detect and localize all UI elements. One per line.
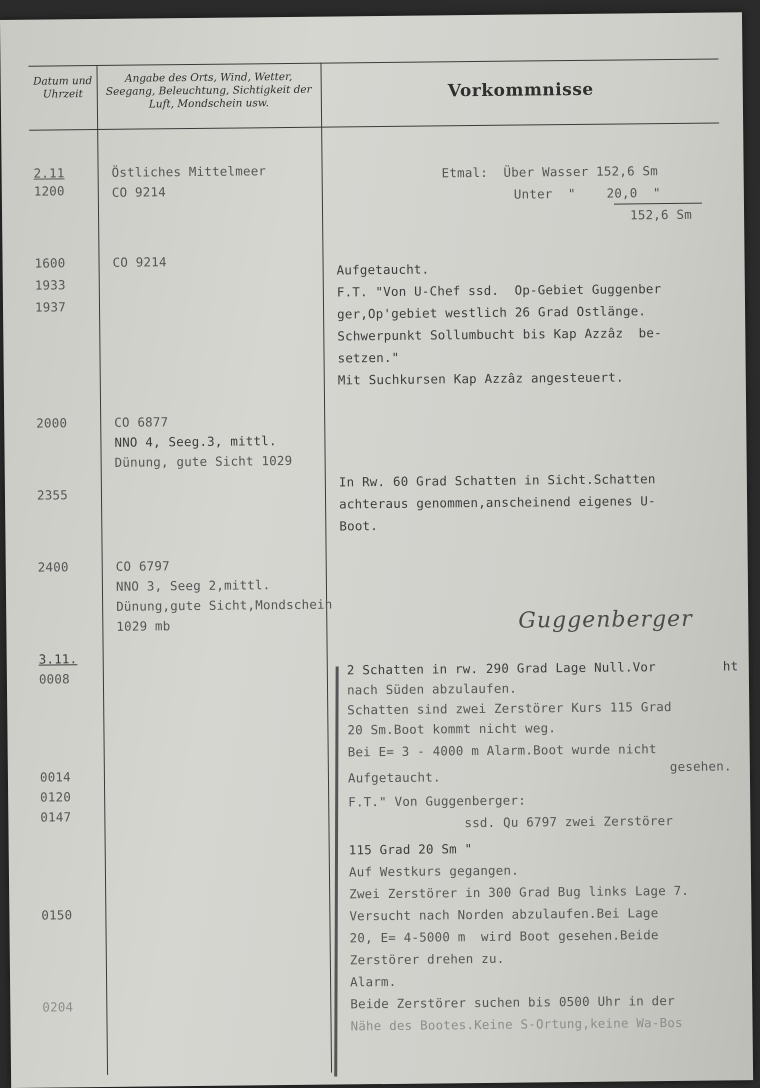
time-0150: 0150	[41, 907, 73, 923]
header-events-column: Vorkommnisse	[447, 79, 594, 102]
header-place-column: Angabe des Orts, Wind, Wetter, Seegang, Beleuchtung, Sichtigkeit der Luft, Mondschein usw.	[105, 70, 312, 111]
event-line-1: Aufgetaucht.	[336, 261, 430, 278]
event-line-14: Bei E= 3 - 4000 m Alarm.Boot wurde nicht	[347, 741, 657, 760]
date-2-11: 2.11	[33, 165, 65, 181]
time-0120: 0120	[40, 789, 72, 805]
event-line-19: 115 Grad 20 Sm "	[348, 841, 473, 858]
etmal-line-1: Etmal: Über Wasser 152,6 Sm	[441, 163, 659, 181]
event-line-6: Mit Suchkursen Kap Azzâz angesteuert.	[337, 369, 624, 388]
place-line-4d: 1029 mb	[116, 618, 171, 634]
event-line-9: Boot.	[339, 518, 379, 534]
place-line-2: CO 9214	[112, 254, 167, 270]
event-line-23: 20, E= 4-5000 m wird Boot gesehen.Beide	[349, 927, 659, 946]
event-line-18: ssd. Qu 6797 zwei Zerstörer	[464, 812, 674, 831]
header-date-column: Datum und Uhrzeit	[32, 75, 93, 101]
column-divider-1	[96, 65, 108, 1075]
event-line-20: Auf Westkurs gegangen.	[348, 862, 519, 880]
place-line-4a: CO 6797	[115, 558, 170, 574]
logbook-page	[0, 12, 753, 1088]
time-2355: 2355	[36, 487, 68, 503]
date-3-11: 3.11.	[38, 651, 78, 667]
event-line-15: gesehen.	[669, 758, 732, 775]
event-line-10: 2 Schatten in rw. 290 Grad Lage Null.Vor	[346, 659, 656, 678]
event-line-25: Alarm.	[350, 973, 397, 990]
event-line-27: Nähe des Bootes.Keine S-Ortung,keine Wa-Bos	[350, 1014, 683, 1034]
header-bottom-rule	[29, 122, 719, 130]
etmal-line-3: 152,6 Sm	[629, 206, 692, 223]
time-0147: 0147	[40, 809, 72, 825]
event-line-10b: ht	[722, 658, 739, 674]
event-line-12: Schatten sind zwei Zerstörer Kurs 115 Grad	[347, 699, 672, 718]
time-0008: 0008	[38, 671, 70, 687]
header-top-rule	[28, 58, 718, 66]
place-line-4b: NNO 3, Seeg 2,mittl.	[115, 577, 271, 594]
place-line-3b: NNO 4, Seeg.3, mittl.	[114, 433, 277, 450]
time-1937: 1937	[34, 299, 66, 315]
place-line-3a: CO 6877	[114, 414, 169, 430]
event-line-17: F.T." Von Guggenberger:	[348, 792, 526, 810]
event-line-11: nach Süden abzulaufen.	[346, 680, 518, 698]
place-line-3c: Dünung, gute Sicht 1029	[114, 452, 293, 470]
time-0014: 0014	[39, 769, 71, 785]
event-line-26: Beide Zerstörer suchen bis 0500 Uhr in der	[350, 992, 675, 1012]
margin-pencil-line	[334, 667, 338, 1077]
event-line-5: setzen."	[337, 349, 400, 366]
etmal-sum-rule	[614, 203, 702, 205]
etmal-line-2: Unter " 20,0 "	[513, 185, 661, 202]
event-line-16: Aufgetaucht.	[347, 769, 441, 786]
event-line-22: Versucht nach Norden abzulaufen.Bei Lage	[349, 905, 659, 924]
signature: Guggenberger	[518, 606, 693, 634]
event-line-2: F.T. "Von U-Chef ssd. Op-Gebiet Guggenber	[336, 281, 662, 300]
event-line-4: Schwerpunkt Sollumbucht bis Kap Azzâz be-	[337, 325, 662, 344]
time-1600: 1600	[34, 255, 66, 271]
time-2000: 2000	[36, 415, 68, 431]
place-line-4c: Dünung,gute Sicht,Mondschein	[116, 596, 333, 614]
place-line-1b: CO 9214	[111, 184, 166, 200]
time-0204: 0204	[42, 999, 74, 1015]
event-line-24: Zerstörer drehen zu.	[349, 950, 505, 968]
event-line-13: 20 Sm.Boot kommt nicht weg.	[347, 720, 557, 738]
place-line-1: Östliches Mittelmeer	[111, 163, 267, 180]
column-divider-2	[320, 63, 332, 1073]
time-2400: 2400	[37, 559, 69, 575]
event-line-7: In Rw. 60 Grad Schatten in Sicht.Schatten	[338, 471, 656, 490]
time-1200: 1200	[33, 183, 65, 199]
event-line-8: achteraus genommen,anscheinend eigenes U-	[339, 493, 656, 512]
time-1933: 1933	[34, 277, 66, 293]
event-line-21: Zwei Zerstörer in 300 Grad Bug links Lage 7.	[349, 882, 690, 902]
event-line-3: ger,Op'gebiet westlich 26 Grad Ostlänge.	[337, 303, 647, 322]
